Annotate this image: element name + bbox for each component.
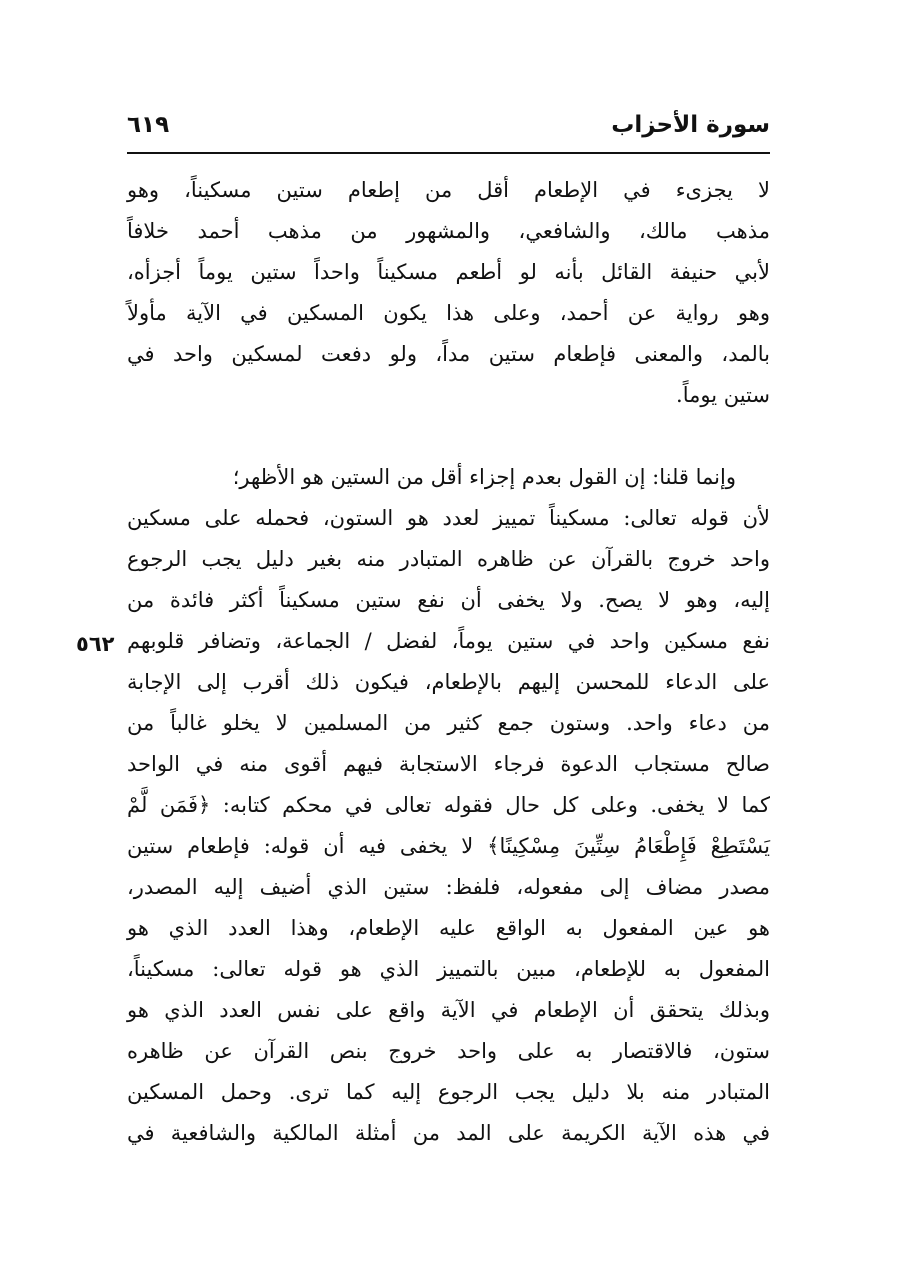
- paragraph-1: [127, 170, 770, 420]
- text-line: واحد خروج بالقرآن عن ظاهره المتبادر منه بغير دليل يجب الرجوع: [127, 547, 770, 571]
- text-line: على الدعاء للمحسن إليهم بالإطعام، فيكون ذلك أقرب إلى الإجابة: [127, 670, 770, 694]
- text-line: المتبادر منه بلا دليل يجب الرجوع إليه كما ترى. وحمل المسكين: [127, 1080, 770, 1104]
- text-line: مصدر مضاف إلى مفعوله، فلفظ: ستين الذي أضيف إليه المصدر،: [127, 875, 770, 899]
- text-line: لأبي حنيفة القائل بأنه لو أطعم مسكيناً واحداً ستين يوماً أجزأه،: [127, 260, 770, 284]
- text-line: لأن قوله تعالى: مسكيناً تمييز لعدد هو الستون، فحمله على مسكين: [127, 506, 770, 530]
- page-header: [127, 106, 770, 154]
- text-line: إليه، وهو لا يصح. ولا يخفى أن نفع ستين مسكيناً أكثر فائدة من: [127, 588, 770, 612]
- text-line: من دعاء واحد. وستون جمع كثير من المسلمين لا يخلو غالباً من: [127, 711, 770, 735]
- text-line: ستون، فالاقتصار به على واحد خروج بنص القرآن عن ظاهره: [127, 1039, 770, 1063]
- text-line: المفعول به للإطعام، مبين بالتمييز الذي هو قوله تعالى: مسكيناً،: [127, 957, 770, 981]
- margin-page-reference: ٥٦٢: [76, 632, 115, 656]
- page-number: ٦١٩: [127, 112, 170, 138]
- text-line: في هذه الآية الكريمة على المد من أمثلة المالكية والشافعية في: [127, 1121, 770, 1145]
- text-line: مذهب مالك، والشافعي، والمشهور من مذهب أحمد خلافاً: [127, 219, 770, 243]
- text-line: هو عين المفعول به الواقع عليه الإطعام، وهذا العدد الذي هو: [127, 916, 770, 940]
- text-line: صالح مستجاب الدعوة فرجاء الاستجابة فيهم أقوى منه في الواحد: [127, 752, 770, 776]
- text-line: وهو رواية عن أحمد، وعلى هذا يكون المسكين في الآية مأولاً: [127, 301, 770, 325]
- text-line: نفع مسكين واحد في ستين يوماً، لفضل / الجماعة، وتضافر قلوبهم: [127, 629, 770, 653]
- text-line: بالمد، والمعنى فإطعام ستين مداً، ولو دفعت لمسكين واحد في: [127, 342, 770, 366]
- text-line: وإنما قلنا: إن القول بعدم إجزاء أقل من الستين هو الأظهر؛: [232, 465, 736, 489]
- paragraph-2: [127, 457, 770, 1167]
- text-line: كما لا يخفى. وعلى كل حال فقوله تعالى في محكم كتابه: ﴿فَمَن لَّمْ: [127, 793, 770, 817]
- text-line: لا يجزىء في الإطعام أقل من إطعام ستين مسكيناً، وهو: [127, 178, 770, 202]
- text-line: وبذلك يتحقق أن الإطعام في الآية واقع على نفس العدد الذي هو: [127, 998, 770, 1022]
- running-title: سورة الأحزاب: [611, 112, 770, 138]
- text-line: يَسْتَطِعْ فَإِطْعَامُ سِتِّينَ مِسْكِينًا﴾ لا يخفى فيه أن قوله: فإطعام ستين: [127, 834, 770, 858]
- text-line: ستين يوماً.: [676, 383, 770, 407]
